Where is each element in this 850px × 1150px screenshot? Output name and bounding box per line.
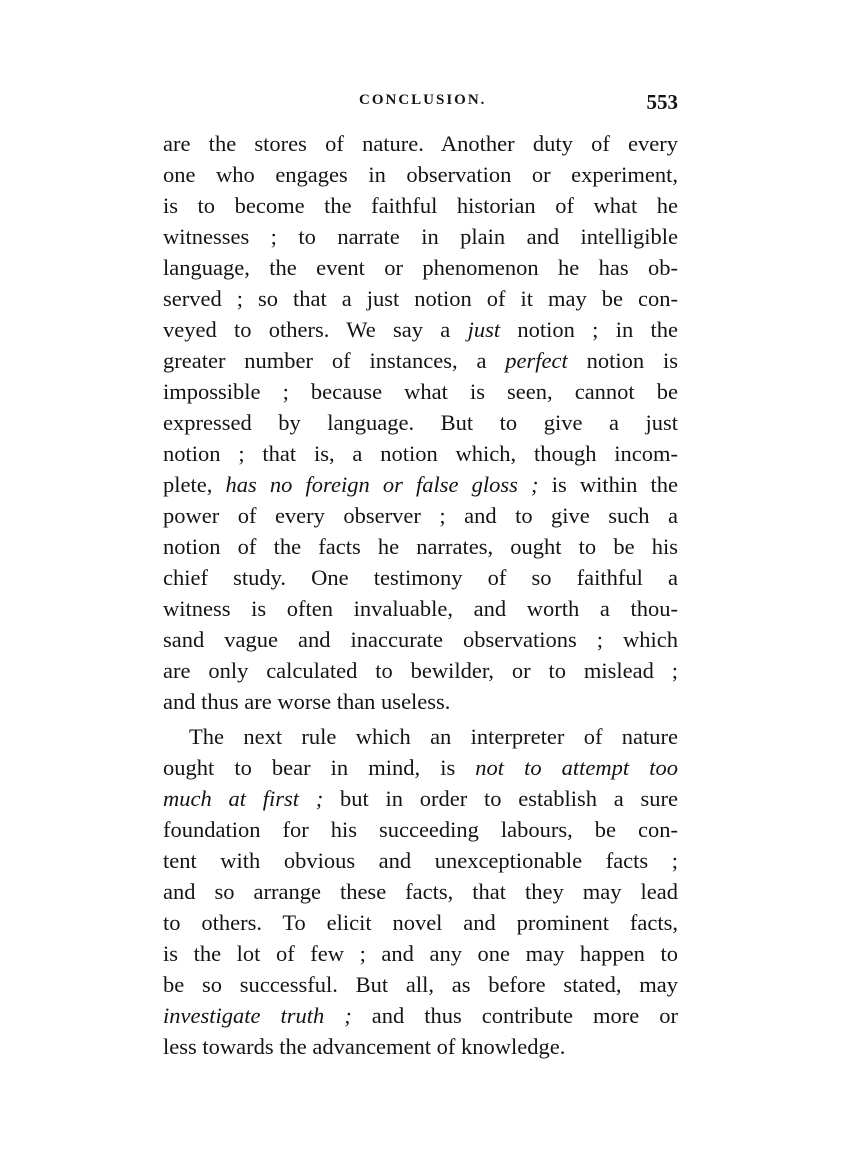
text-run: impossible ; because what is seen, cannot be <box>163 379 678 404</box>
text-run: is within the <box>538 472 678 497</box>
text-line <box>163 562 678 593</box>
text-line <box>163 314 678 345</box>
text-run: and thus are worse than useless. <box>163 689 451 714</box>
text-run: language, the event or phenomenon he has ob- <box>163 255 678 280</box>
text-run: expressed by language. But to give a just <box>163 410 678 435</box>
text-run: and so arrange these facts, that they may lead <box>163 879 678 904</box>
text-run: witness is often invaluable, and worth a thou- <box>163 596 678 621</box>
text-line <box>163 938 678 969</box>
text-line <box>163 721 678 752</box>
text-line <box>163 283 678 314</box>
text-line <box>163 252 678 283</box>
text-run: notion ; that is, a notion which, though incom- <box>163 441 678 466</box>
text-run: is the lot of few ; and any one may happen to <box>163 941 678 966</box>
text-line <box>163 686 678 717</box>
text-line <box>163 593 678 624</box>
italic-text: perfect <box>505 348 568 373</box>
text-line <box>163 407 678 438</box>
text-line <box>163 190 678 221</box>
text-line <box>163 345 678 376</box>
text-line <box>163 1000 678 1031</box>
italic-text: investigate truth ; <box>163 1003 352 1028</box>
text-run: foundation for his succeeding labours, be con- <box>163 817 678 842</box>
text-line <box>163 438 678 469</box>
text-line <box>163 969 678 1000</box>
text-run: but in order to establish a sure <box>323 786 678 811</box>
page-number: 553 <box>646 90 678 114</box>
text-run: sand vague and inaccurate observations ; which <box>163 627 678 652</box>
running-title: CONCLUSION. <box>359 92 487 108</box>
text-line <box>163 469 678 500</box>
text-line <box>163 814 678 845</box>
text-run: power of every observer ; and to give such a <box>163 503 678 528</box>
text-run: served ; so that a just notion of it may be con- <box>163 286 678 311</box>
text-line <box>163 624 678 655</box>
text-run: be so successful. But all, as before stated, may <box>163 972 678 997</box>
text-line <box>163 531 678 562</box>
italic-text: just <box>467 317 501 342</box>
text-run: veyed to others. We say a <box>163 317 468 342</box>
text-line <box>163 1031 678 1062</box>
text-line <box>163 159 678 190</box>
text-line <box>163 845 678 876</box>
text-run: witnesses ; to narrate in plain and intelligible <box>163 224 678 249</box>
running-head <box>163 90 678 120</box>
text-line <box>163 783 678 814</box>
text-line <box>163 907 678 938</box>
text-run: notion of the facts he narrates, ought to be his <box>163 534 678 559</box>
text-run: The next rule which an interpreter of nature <box>189 724 678 749</box>
text-run: plete, <box>163 472 226 497</box>
text-line <box>163 500 678 531</box>
text-run: notion is <box>567 348 678 373</box>
text-line <box>163 376 678 407</box>
text-line <box>163 128 678 159</box>
text-run: is to become the faithful historian of what he <box>163 193 678 218</box>
italic-text: not to attempt too <box>475 755 678 780</box>
body-text <box>163 128 678 1062</box>
text-line <box>163 655 678 686</box>
text-run: are only calculated to bewilder, or to mislead ; <box>163 658 678 683</box>
text-run: chief study. One testimony of so faithful a <box>163 565 678 590</box>
text-run: one who engages in observation or experiment, <box>163 162 678 187</box>
italic-text: much at first ; <box>163 786 324 811</box>
italic-text: has no foreign or false gloss ; <box>225 472 539 497</box>
text-run: less towards the advancement of knowledge. <box>163 1034 566 1059</box>
text-run: ought to bear in mind, is <box>163 755 476 780</box>
text-line <box>163 752 678 783</box>
text-run: notion ; in the <box>500 317 678 342</box>
text-run: greater number of instances, a <box>163 348 506 373</box>
text-line <box>163 876 678 907</box>
text-run: to others. To elicit novel and prominent facts, <box>163 910 678 935</box>
text-run: are the stores of nature. Another duty of every <box>163 131 678 156</box>
text-run: tent with obvious and unexceptionable facts ; <box>163 848 678 873</box>
text-line <box>163 221 678 252</box>
text-run: and thus contribute more or <box>351 1003 678 1028</box>
